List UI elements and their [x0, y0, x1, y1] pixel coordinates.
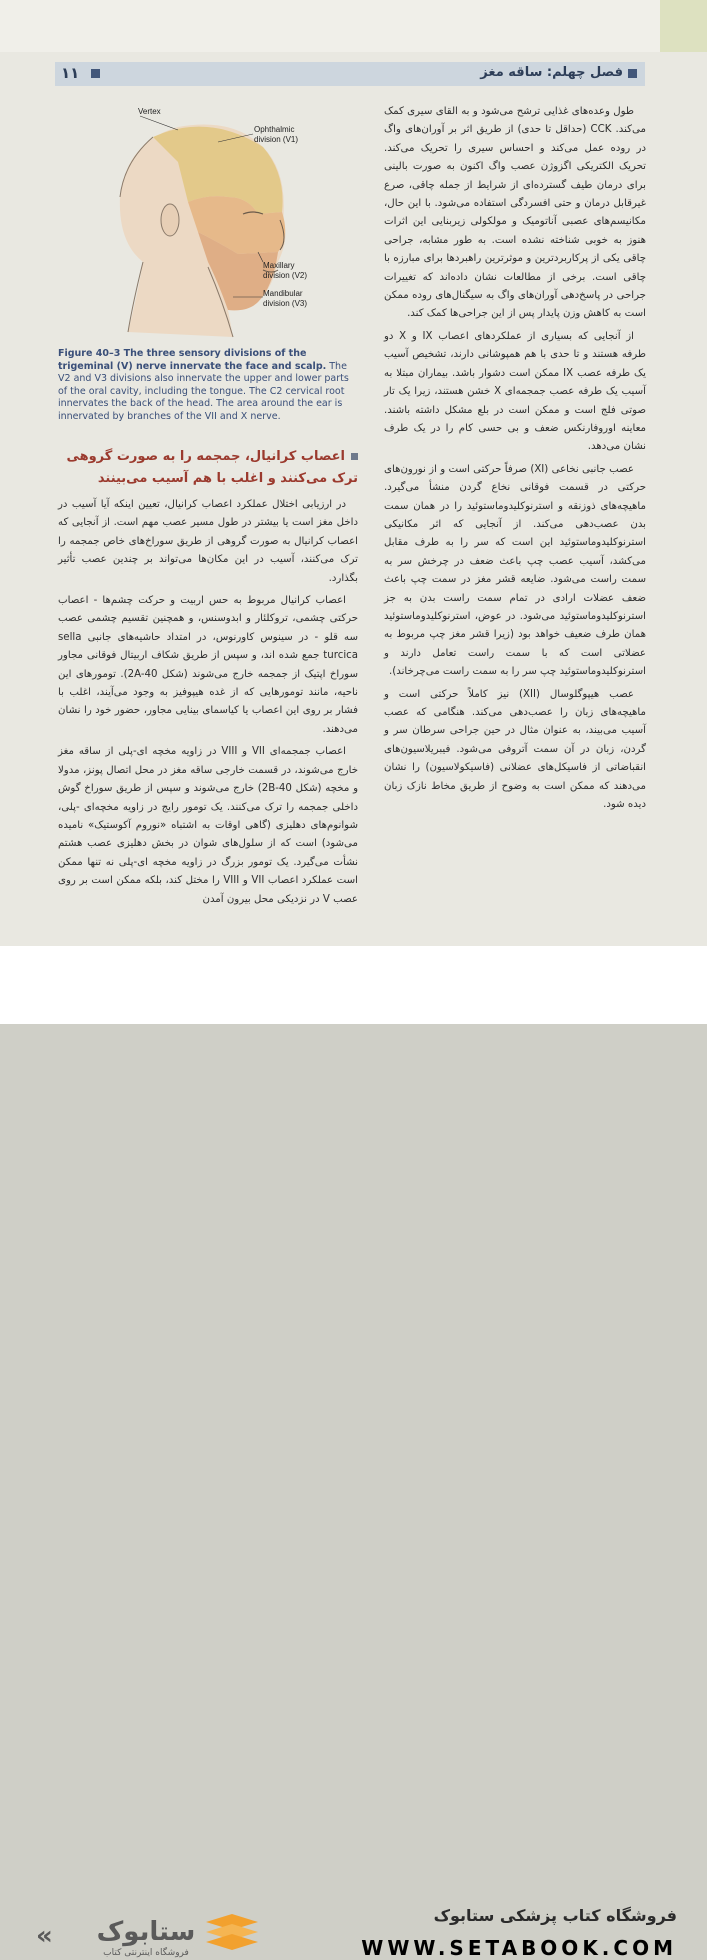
- paragraph: عصب هیپوگلوسال (XII) نیز کاملاً حرکتی است و ماهیچه‌های زبان را عصب‌دهی می‌کند. هنگامی که عصب آسیب می‌بیند، به عنوان مثال در حین جراحی سرطان سر و گردن، زبان در آن سمت آتروفی می‌شود. فیبریلاسیون‌های انقباضاتی از فاسیکل‌های عضلانی (فاسیکولاسیون) را نشان می‌دهند که ممکن است به وضوح از طریق مخاط نازک زبان دیده شود.: [384, 688, 646, 811]
- page-number: ۱۱: [61, 64, 80, 82]
- header-square-icon: [91, 69, 100, 78]
- top-band: [0, 0, 707, 52]
- label-mandibular-division: division (V3): [263, 299, 308, 308]
- website-link[interactable]: WWW.SETABOOK.COM: [361, 1936, 677, 1960]
- label-ophthalmic-division: division (V1): [254, 135, 299, 144]
- chapter-title: فصل چهلم: ساقه مغز: [480, 65, 623, 80]
- paragraph: عصب جانبی نخاعی (XI) صرفاً حرکتی است و از نورون‌های حرکتی در قسمت فوقانی نخاع گردن منشأ می‌گیرد. ماهیچه‌های ذوزنقه و استرنوکلیدوماستوئید را در همان سمت بدن عصب‌دهی می‌کند. از آنجایی که اثر مکانیکی استرنوکلیدوماستوئید این است که سر را به طرف مقابل می‌کشد، آسیب عصب چپ باعث ضعف در چرخش سر به سمت راست می‌شود. ضایعه قشر مغز در سمت چپ باعث ضعف عضلات ارادی در تمام سمت راست بدن به جز استرنوکلیدوماستوئید می‌شود. در عوض، استرنوکلیدوماستوئید همان طرف ضعیف خواهد بود (زیرا قشر مغز چپ مربوط به عضلاتی است که با سمت راست تعامل دارند و استرنوکلیدوماستوئید چپ سر را به سمت راست می‌چرخاند).: [384, 463, 646, 678]
- label-ophthalmic: Ophthalmic: [254, 125, 295, 134]
- header-square-icon: [628, 69, 637, 78]
- store-footer: [0, 946, 707, 1960]
- book-stack-icon: [206, 1914, 258, 1950]
- paragraph: طول وعده‌های غذایی ترشح می‌شود و به القای سیری کمک می‌کند. CCK (حداقل تا حدی) از طریق اثر بر آوران‌های واگ در روده عمل می‌کند و احساس سیری را تحریک می‌کند. تحریک الکتریکی اگزوژن عصب واگ اکنون به صورت بالینی برای درمان طیف گسترده‌ای از شرایط از جمله چاقی، صرع غیرقابل درمان و حتی افسردگی استفاده می‌شود. با این حال، مکانیسم‌های عصبی آناتومیک و مولکولی زیربنایی این اثرات هنوز به خوبی شناخته نشده است. به طور مشابه، جراحی چاقی یکی از پرکاربردترین و موثرترین راهبردها برای مبارزه با چاقی است. برخی از مطالعات نشان داده‌اند که تغییرات جراحی در پاسخ‌دهی آوران‌های واگ به سیگنال‌های روده ممکن است به کاهش وزن پایدار پس از این جراحی‌ها کمک کند.: [384, 106, 646, 320]
- paragraph: اعصاب کرانیال مربوط به حس اربیت و حرکت چشم‌ها - اعصاب حرکتی چشمی، تروکلئار و ابدوسنس، و همچنین تقسیم چشمی عصب سه قلو - در سینوس کاورنوس، در امتداد حاشیه‌های جانبی sella turcica جمع شده اند، و سپس از طریق شکاف اربیتال فوقانی مجاور سوراخ اپتیک از جمجمه خارج می‌شوند (شکل 2A-40). تومورهای این ناحیه، مانند تومورهایی که از غده هیپوفیز به وجود می‌آیند، اغلب با فشار بر روی این اعصاب یا کیاسمای بینایی مجاور، حضور خود را نشان می‌دهند.: [58, 595, 358, 735]
- book-page: [0, 0, 707, 946]
- paragraph: اعصاب جمجمه‌ای VII و VIII در زاویه مخچه ای-پلی از ساقه مغز خارج می‌شوند، در قسمت خارجی ساقه مغز در محل اتصال پونز، مدولا و مخچه (شکل 2B-40) خارج می‌شوند و سپس از طریق سوراخ گوش داخلی جمجمه را ترک می‌کنند. یک تومور رایج در زاویه مخچه‌ای -پلی، شوانوم‌های دهلیزی (گاهی اوقات به اشتباه «نوروم آکوستیک» نامیده می‌شود) است که از سلول‌های شوان در بخش دهلیزی عصب هشتم نشأت می‌گیرد. یک تومور بزرگ در زاویه مخچه ای-پلی نه تنها ممکن است عملکرد اعصاب VII و VIII را مختل کند، بلکه ممکن است بر روی عصب V در نزدیکی محل بیرون آمدن: [58, 746, 358, 905]
- heading-bullet-icon: [351, 453, 358, 460]
- running-header: [55, 62, 645, 86]
- caption-body: The V2 and V3 divisions also innervate the upper and lower parts of the oral cavity, including the tongue. The C2 cervical root innervates the back of the head. The area around the ear is innervated by branches of the VII and X nerve.: [58, 360, 349, 422]
- left-column: [58, 496, 358, 913]
- label-vertex: Vertex: [138, 107, 161, 116]
- store-name: فروشگاه کتاب پزشکی ستابوک: [433, 1906, 677, 1925]
- label-maxillary-division: division (V2): [263, 271, 308, 280]
- caption-title: Figure 40–3 The three sensory divisions of the trigeminal (V) nerve innervate the face and scalp.: [58, 348, 327, 372]
- label-mandibular: Mandibular: [263, 289, 303, 298]
- section-heading-text: اعصاب کرانیال، جمجمه را به صورت گروهی ترک می‌کنند و اغلب با هم آسیب می‌بینند: [66, 449, 358, 486]
- paragraph: از آنجایی که بسیاری از عملکردهای اعصاب IX و X دو طرفه هستند و تا حدی با هم همپوشانی دارند، تشخیص آسیب یک طرفه عصب IX ممکن است دشوار باشد. بیماران مبتلا به آسیب یک طرفه عصب جمجمه‌ای X خشن هستند، زیرا یک تار صوتی فلج است و ممکن است در بلع مشکل داشته باشند. معاینه اوروفارنکس ضعف و بی حسی کام را در یک طرف نشان می‌دهد.: [384, 330, 647, 453]
- logo-text: ستابوک: [96, 1917, 196, 1947]
- label-maxillary: Maxillary: [263, 261, 295, 270]
- setabook-logo[interactable]: [28, 1910, 268, 1958]
- right-column: [384, 103, 646, 818]
- ear-shape: [161, 204, 179, 236]
- trigeminal-figure: [58, 102, 358, 342]
- paragraph: در ارزیابی اختلال عملکرد اعصاب کرانیال، تعیین اینکه آیا آسیب در داخل مغز است یا بیشتر در طول مسیر عصب مهم است. از آنجایی که اعصاب کرانیال به صورت گروهی از طریق سوراخ‌های خاص جمجمه را ترک می‌کنند، آسیب در این مکان‌ها می‌تواند بر چندین عصب تأثیر بگذارد.: [58, 499, 358, 584]
- figure-caption: [58, 348, 358, 424]
- logo-chevrons: «: [36, 1921, 53, 1951]
- section-heading: [58, 446, 358, 490]
- logo-subtitle: فروشگاه اینترنتی کتاب: [103, 1948, 189, 1958]
